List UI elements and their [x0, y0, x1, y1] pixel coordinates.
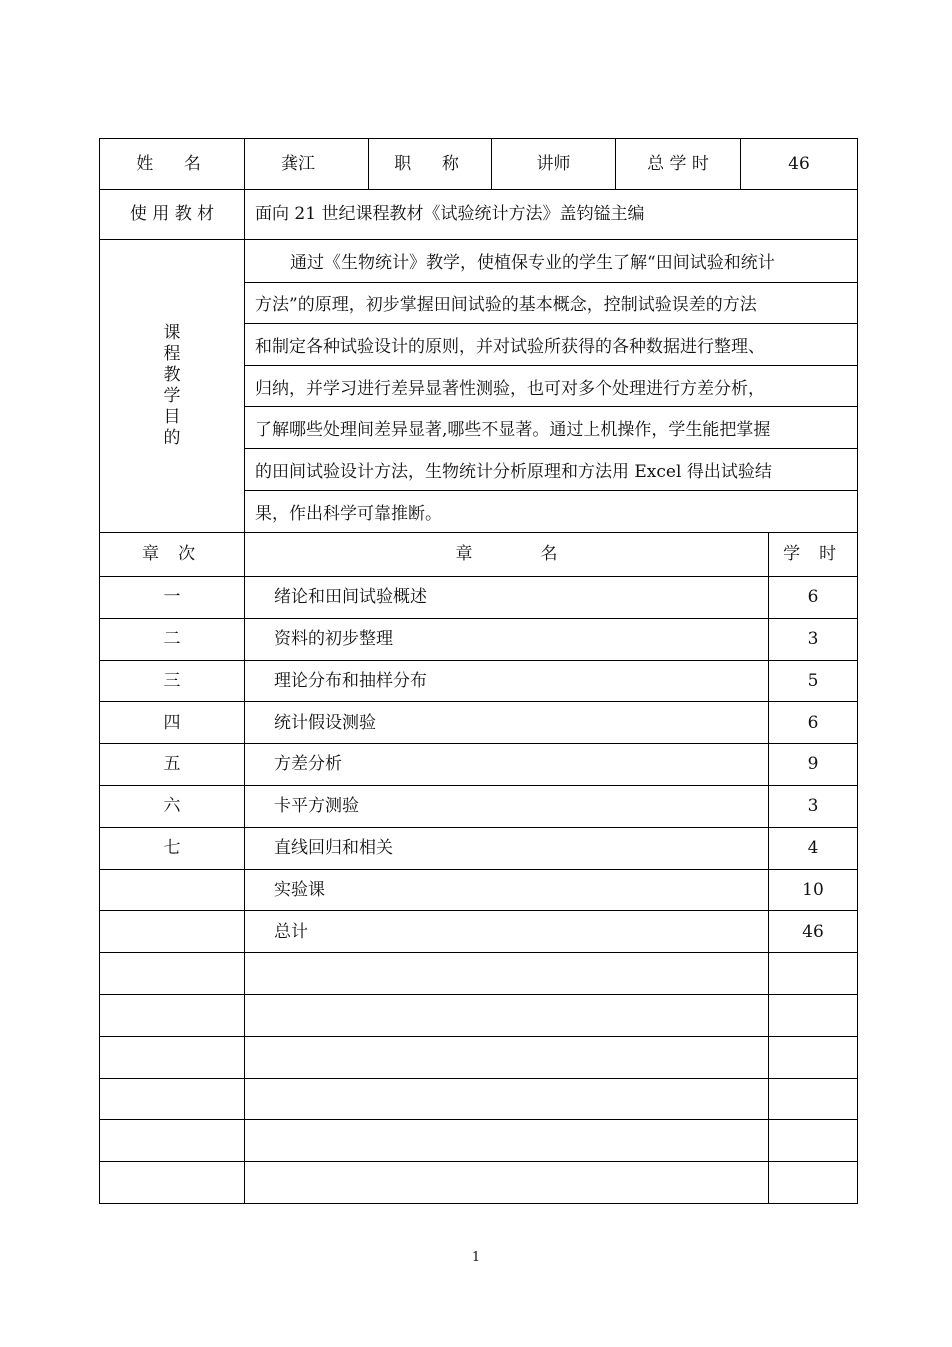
- course-purpose-section: [100, 239, 857, 532]
- total-hours-value: 46: [740, 139, 857, 189]
- purpose-line: 归纳，并学习进行差异显著性测验，也可对多个处理进行方差分析，: [245, 365, 857, 407]
- name-label: 姓 名: [136, 153, 208, 174]
- title-value: 讲师: [491, 139, 615, 189]
- table-row: [100, 869, 857, 911]
- chapter-hours: [768, 995, 857, 1036]
- hours-header: 学 时: [768, 533, 857, 576]
- chapter-number: [100, 953, 244, 994]
- chapter-number: 四: [163, 712, 181, 733]
- chapter-hours: 3: [768, 619, 857, 660]
- chapter-number: 五: [163, 754, 181, 775]
- textbook-row: [100, 189, 857, 239]
- name-value: 龚江: [244, 139, 368, 189]
- chapter-number: 二: [163, 629, 181, 649]
- chapter-hours: 6: [768, 702, 857, 743]
- purpose-line: 的田间试验设计方法，生物统计分析原理和方法用 Excel 得出试验结: [245, 448, 857, 490]
- chapter-name: [244, 1120, 768, 1161]
- chapter-name: 理论分布和抽样分布: [244, 661, 768, 702]
- table-row: [100, 701, 857, 743]
- chapter-hours: 9: [768, 744, 857, 785]
- chapter-header: 章 次: [142, 544, 202, 565]
- table-row: [100, 1078, 857, 1120]
- purpose-line: 果，作出科学可靠推断。: [245, 490, 857, 532]
- title-label: 职 称: [368, 139, 491, 189]
- purpose-line: 和制定各种试验设计的原则，并对试验所获得的各种数据进行整理、: [245, 323, 857, 365]
- total-hours-label: 总 学 时: [615, 139, 740, 189]
- chapter-number: [100, 870, 244, 911]
- purpose-line: 通过《生物统计》教学，使植保专业的学生了解“田间试验和统计: [290, 253, 775, 274]
- chapter-number: [100, 1037, 244, 1078]
- chapter-hours: 4: [768, 828, 857, 869]
- table-row: [100, 618, 857, 660]
- table-row: [100, 827, 857, 869]
- chapter-number: 七: [163, 837, 181, 858]
- chapter-name: [244, 1162, 768, 1203]
- chapter-hours: 5: [768, 661, 857, 702]
- chapter-number: [100, 995, 244, 1036]
- chapter-name: 统计假设测验: [244, 702, 768, 743]
- chapter-hours: 46: [768, 911, 857, 952]
- chapter-name: [244, 1037, 768, 1078]
- table-row: [100, 576, 857, 618]
- chapter-name: [244, 995, 768, 1036]
- chapter-hours: [768, 953, 857, 994]
- table-row: [100, 660, 857, 702]
- table-row: [100, 910, 857, 952]
- table-row: [100, 994, 857, 1036]
- table-row: [100, 1036, 857, 1078]
- chapter-number: 六: [163, 796, 181, 817]
- chapter-name: [244, 1079, 768, 1120]
- table-row: [100, 743, 857, 785]
- header-row: [100, 139, 857, 189]
- textbook-label: 使 用 教 材: [129, 204, 215, 225]
- chapter-hours: [768, 1120, 857, 1161]
- chapter-number: 一: [163, 587, 181, 608]
- chapter-number: [100, 1162, 244, 1203]
- table-row: [100, 785, 857, 827]
- chapter-table-header: [100, 532, 857, 576]
- chapter-number: [100, 1120, 244, 1161]
- table-row: [100, 1161, 857, 1203]
- course-info-table: [99, 138, 858, 1204]
- chapter-name-header: 章 名: [244, 533, 768, 576]
- table-row: [100, 952, 857, 994]
- purpose-label: 课程教学目的: [163, 323, 181, 448]
- chapter-hours: 6: [768, 577, 857, 618]
- purpose-line: 了解哪些处理间差异显著,哪些不显著。通过上机操作，学生能把掌握: [245, 406, 857, 448]
- page-number: 1: [471, 1250, 481, 1265]
- chapter-number: [100, 911, 244, 952]
- chapter-name: 资料的初步整理: [244, 619, 768, 660]
- table-row: [100, 1119, 857, 1161]
- chapter-name: [244, 953, 768, 994]
- chapter-hours: [768, 1037, 857, 1078]
- chapter-number: 三: [163, 670, 181, 691]
- purpose-label-cell: [100, 240, 244, 532]
- chapter-name: 总计: [244, 911, 768, 952]
- chapter-name: 直线回归和相关: [244, 828, 768, 869]
- chapter-hours: [768, 1079, 857, 1120]
- chapter-name: 绪论和田间试验概述: [244, 577, 768, 618]
- chapter-hours: [768, 1162, 857, 1203]
- purpose-line: 方法”的原理，初步掌握田间试验的基本概念，控制试验误差的方法: [245, 282, 857, 324]
- chapter-number: [100, 1079, 244, 1120]
- chapter-name: 方差分析: [244, 744, 768, 785]
- chapter-name: 实验课: [244, 870, 768, 911]
- chapter-hours: 3: [768, 786, 857, 827]
- purpose-text: [244, 240, 857, 532]
- chapter-name: 卡平方测验: [244, 786, 768, 827]
- textbook-value: 面向 21 世纪课程教材《试验统计方法》盖钧镒主编: [244, 190, 857, 239]
- chapter-rows: [100, 576, 857, 1203]
- chapter-hours: 10: [768, 870, 857, 911]
